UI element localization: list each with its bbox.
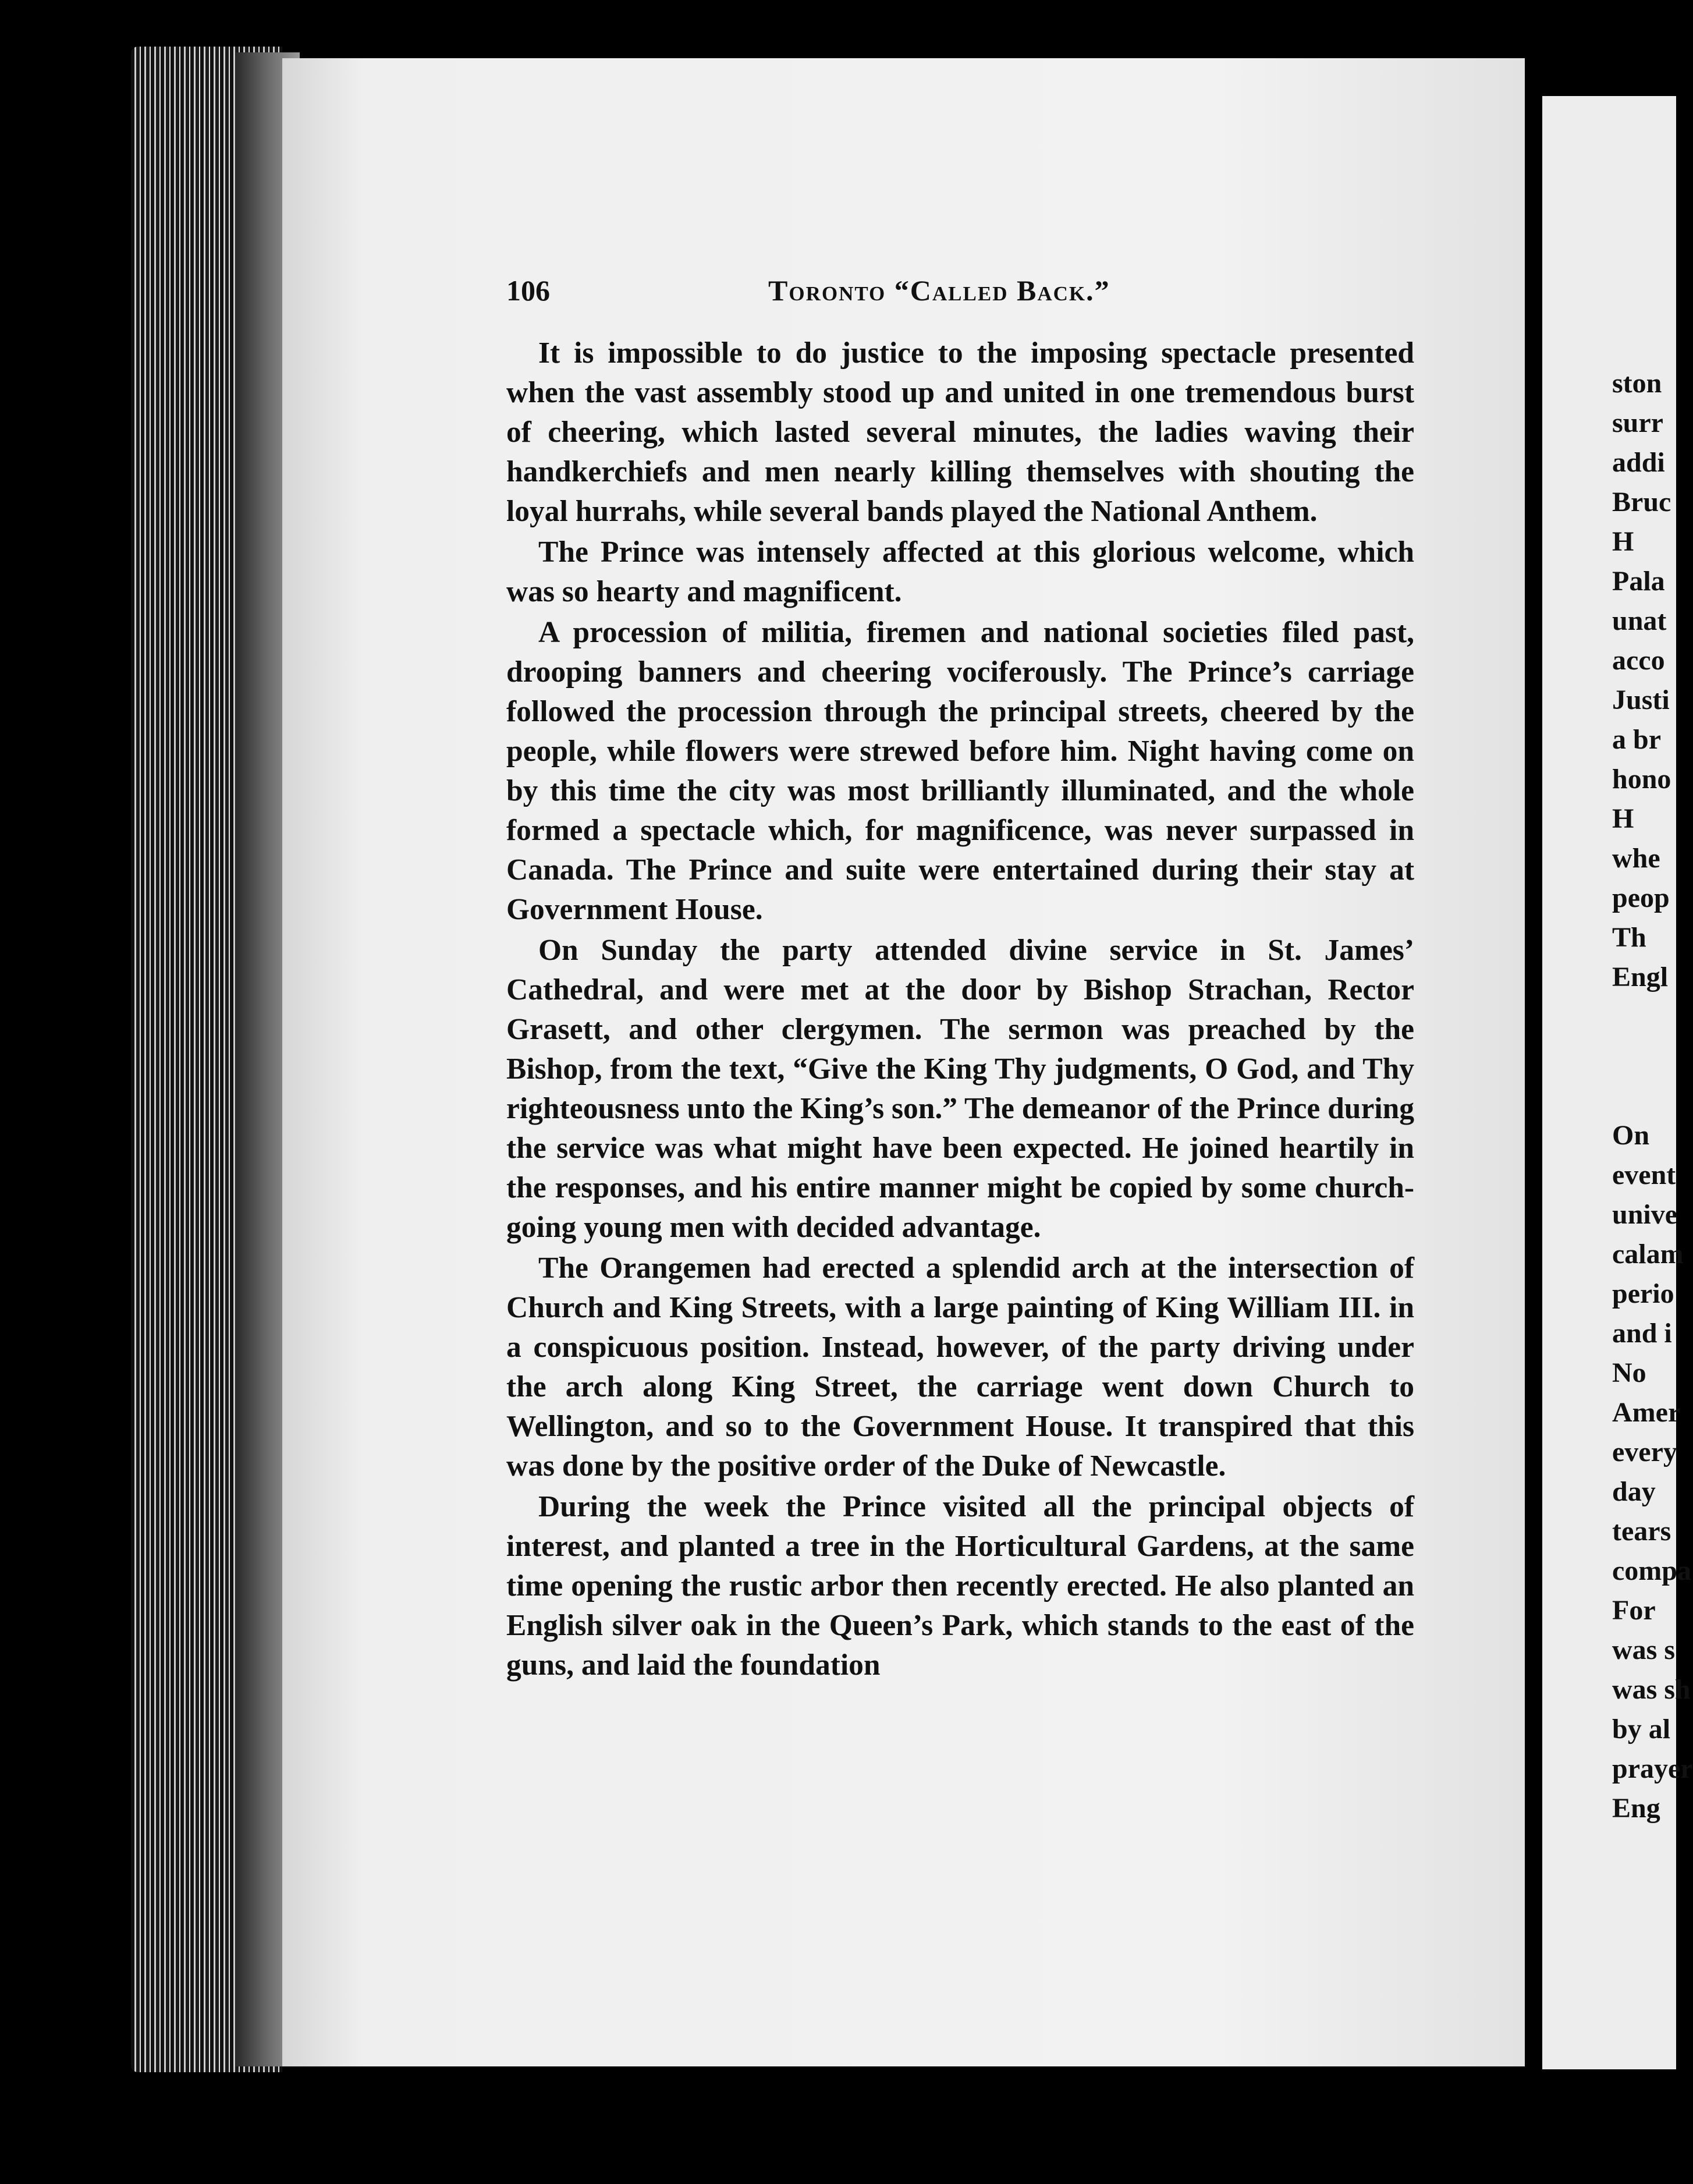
facing-page-line: was sh — [1612, 1674, 1691, 1705]
facing-page-line: H — [1612, 526, 1634, 557]
facing-page-line: prayer — [1612, 1753, 1693, 1784]
page-number: 106 — [506, 274, 550, 307]
facing-page-line: H — [1612, 803, 1634, 834]
running-head — [506, 271, 1414, 311]
facing-page-line: and i — [1612, 1318, 1672, 1349]
facing-page-line: hono — [1612, 764, 1671, 795]
facing-page-line: by al — [1612, 1714, 1671, 1745]
facing-page-line: calam — [1612, 1239, 1684, 1270]
facing-page-line — [1612, 1076, 1676, 1116]
facing-page-line — [1612, 1037, 1676, 1076]
paragraph: On Sunday the party attended divine service in St. James’ Cathedral, and were met at the door by Bishop Strachan, Rector Grasett, and other clergymen. The sermon was preached by the Bishop, from the text, “Give the King Thy judgments, O God, and Thy righteousness unto the King’s son.” The demeanor of the Prince during the service was what might have been expected. He joined heartily in the responses, and his entire manner might be copied by some church-going young men with decided advantage. — [506, 934, 1414, 1244]
facing-page-line: Th — [1612, 922, 1646, 953]
facing-page-line: unive — [1612, 1199, 1678, 1230]
facing-page-line: On — [1612, 1120, 1650, 1151]
facing-page-line: peop — [1612, 882, 1670, 913]
facing-page-line: ston — [1612, 368, 1662, 399]
facing-page-line: Justi — [1612, 685, 1670, 715]
facing-page-line: acco — [1612, 645, 1665, 676]
facing-page-text — [1612, 364, 1693, 1828]
facing-page-line: event — [1612, 1160, 1676, 1190]
facing-page-line: perio — [1612, 1278, 1674, 1309]
facing-page-line: a br — [1612, 724, 1661, 755]
facing-page-line: For — [1612, 1595, 1656, 1626]
paragraph: During the week the Prince visited all the principal objects of interest, and planted a tree in the Horticultural Gardens, at the same time opening the rustic arbor then recently erected. He also planted an English silver oak in the Queen’s Park, which stands to the east of the guns, and laid the foundation — [506, 1490, 1414, 1682]
page-text — [506, 271, 1414, 1686]
facing-page-line — [1612, 997, 1676, 1037]
facing-page-line: was s — [1612, 1635, 1676, 1665]
facing-page-line: Amer — [1612, 1397, 1681, 1428]
facing-page-line: Bruc — [1612, 487, 1671, 517]
facing-page-line: surr — [1612, 407, 1663, 438]
facing-page-line: whe — [1612, 843, 1660, 874]
facing-page-line: every — [1612, 1437, 1677, 1467]
facing-page-line: day — [1612, 1476, 1656, 1507]
paragraph: A procession of militia, firemen and national societies filed past, drooping banners and cheering vociferously. The Prince’s carriage followed the procession through the principal streets, cheered by the people, while flowers were strewed before him. Night having come on by this time the city was most brilliantly illuminated, and the whole formed a spectacle which, for magnificence, was never surpassed in Canada. The Prince and suite were entertained during their stay at Government House. — [506, 616, 1414, 926]
facing-page-line: Engl — [1612, 962, 1669, 992]
running-title: Toronto “Called Back.” — [768, 274, 1110, 307]
facing-page-line: Eng — [1612, 1793, 1660, 1824]
facing-page-line: compa — [1612, 1555, 1691, 1586]
paragraph: The Prince was intensely affected at this glorious welcome, which was so hearty and magnificent. — [506, 536, 1414, 608]
facing-page-line: tears — [1612, 1516, 1671, 1547]
facing-page-line: Pala — [1612, 566, 1665, 597]
facing-page-line: addi — [1612, 447, 1665, 478]
paragraph: It is impossible to do justice to the imposing spectacle presented when the vast assembly stood up and united in one tremendous burst of cheering, which lasted several minutes, the ladies waving their handkerchiefs and men nearly killing themselves with shouting the loyal hurrahs, while several bands played the National Anthem. — [506, 336, 1414, 528]
facing-page-line: No — [1612, 1357, 1646, 1388]
paragraph: The Orangemen had erected a splendid arch at the intersection of Church and King Streets, with a large painting of King William III. in a conspicuous position. Instead, however, of the party driving under the arch along King Street, the carriage went down Church to Wellington, and so to the Government House. It transpired that this was done by the positive order of the Duke of Newcastle. — [506, 1251, 1414, 1483]
facing-page-line: unat — [1612, 605, 1667, 636]
